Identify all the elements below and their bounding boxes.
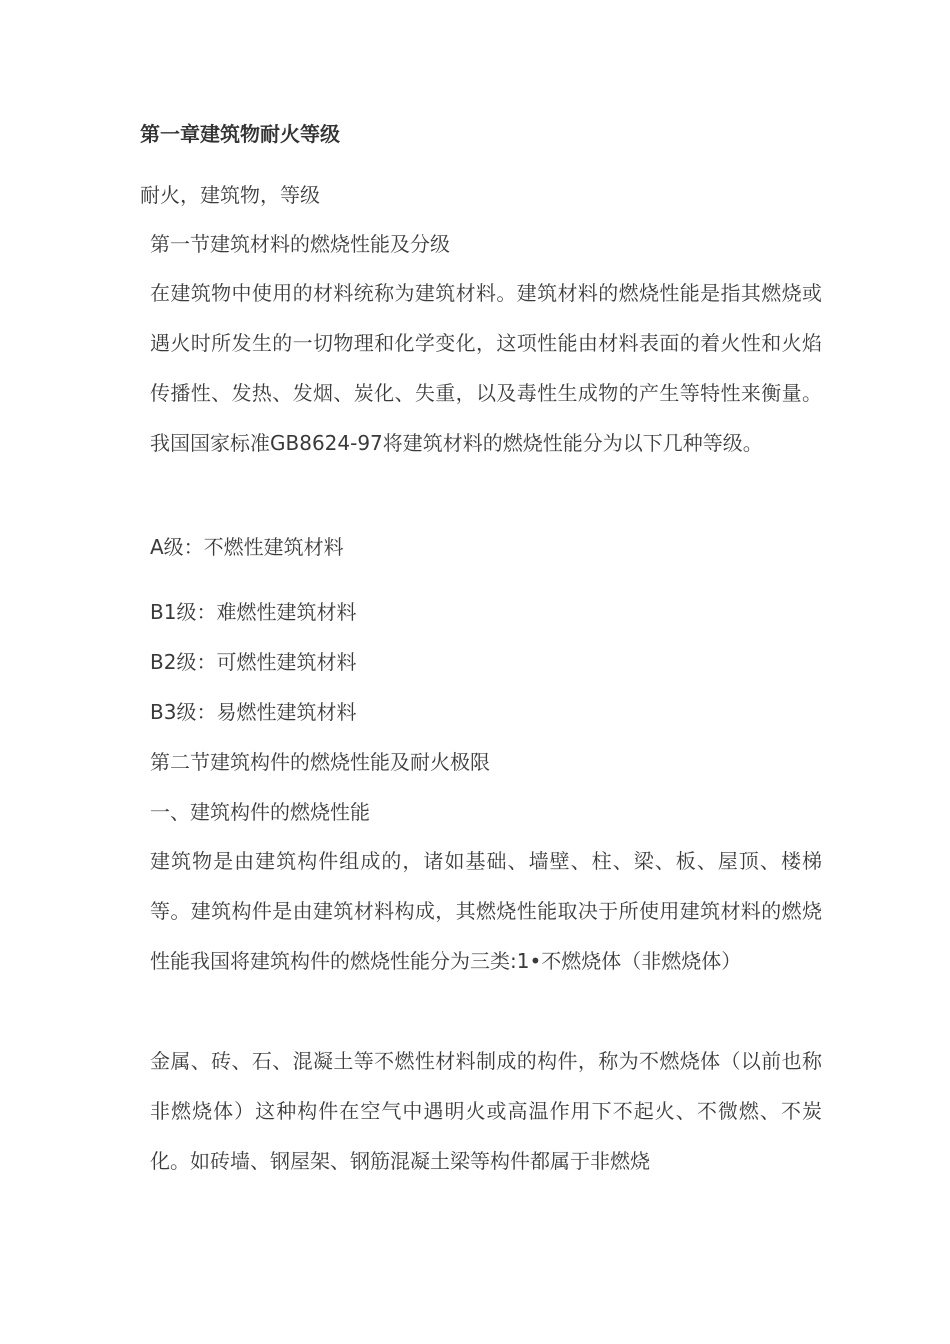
chapter-title: 第一章建筑物耐火等级 [140, 122, 340, 146]
section2-title: 第二节建筑构件的燃烧性能及耐火极限 [150, 750, 490, 774]
paragraph-materials: 在建筑物中使用的材料统称为建筑材料。建筑材料的燃烧性能是指其燃烧或遇火时所发生的一切物理和化学变化，这项性能由材料表面的着火性和火焰传播性、发热、发烟、炭化、失重，以及毒性生成物的产生等特性来衡量。我国国家标准GB8624-97将建筑材料的燃烧性能分为以下几种等级。 [150, 281, 822, 455]
keywords: 耐火，建筑物，等级 [140, 183, 320, 207]
paragraph-noncombustible: 金属、砖、石、混凝土等不燃性材料制成的构件，称为不燃烧体（以前也称非燃烧体）这种构件在空气中遇明火或高温作用下不起火、不微燃、不炭化。如砖墙、钢屋架、钢筋混凝土梁等构件都属于非燃烧 [150, 1049, 822, 1173]
subsection1-title: 一、建筑构件的燃烧性能 [150, 800, 370, 824]
grade-b1: B1级：难燃性建筑材料 [150, 600, 357, 624]
section1-title: 第一节建筑材料的燃烧性能及分级 [150, 232, 450, 256]
grade-b2: B2级：可燃性建筑材料 [150, 650, 357, 674]
grade-a: A级：不燃性建筑材料 [150, 535, 344, 559]
paragraph-components: 建筑物是由建筑构件组成的，诸如基础、墙壁、柱、梁、板、屋顶、楼梯等。建筑构件是由建筑材料构成，其燃烧性能取决于所使用建筑材料的燃烧性能我国将建筑构件的燃烧性能分为三类:1•不燃烧体（非燃烧体） [150, 849, 822, 973]
grade-b3: B3级：易燃性建筑材料 [150, 700, 357, 724]
